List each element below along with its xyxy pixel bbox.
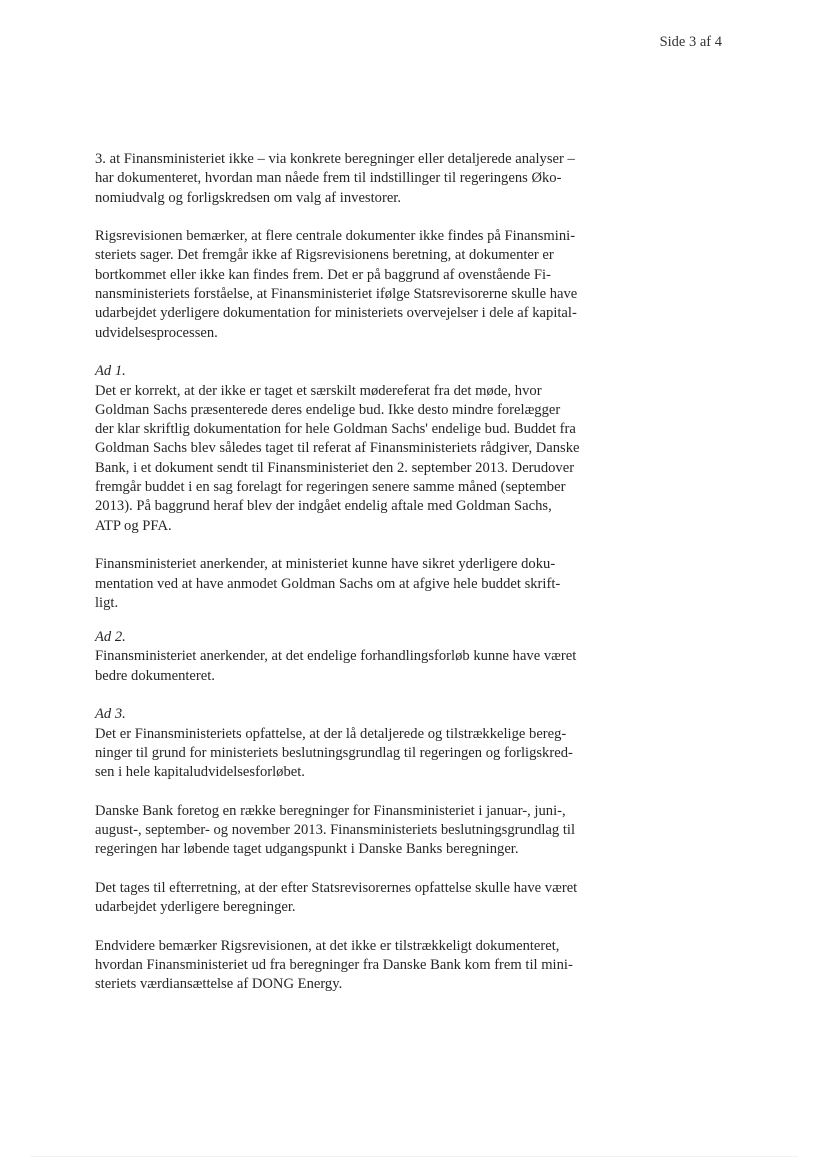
text-line: der klar skriftlig dokumentation for hele Goldman Sachs' endelige bud. Buddet fra xyxy=(95,421,576,438)
paragraph-rigsrevisionen-remark xyxy=(95,227,635,343)
text-line: mentation ved at have anmodet Goldman Sachs om at afgive hele buddet skrift- xyxy=(95,575,561,592)
text-line: sen i hele kapitaludvidelsesforløbet. xyxy=(95,764,305,781)
page-bottom-edge xyxy=(30,1156,798,1157)
section-ad-2 xyxy=(95,628,635,686)
text-line: Finansministeriet anerkender, at det endelige forhandlingsforløb kunne have været xyxy=(95,648,577,665)
text-line: august-, september- og november 2013. Finansministeriets beslutningsgrundlag til xyxy=(95,822,576,839)
text-line: ninger til grund for ministeriets beslutningsgrundlag til regeringen og forligskred- xyxy=(95,744,573,761)
section-heading: Ad 3. xyxy=(95,706,126,723)
paragraph-valuation xyxy=(95,937,635,995)
text-line: Goldman Sachs blev således taget til referat af Finansministeriets rådgiver, Danske xyxy=(95,440,580,457)
text-line: Finansministeriet anerkender, at ministeriet kunne have sikret yderligere doku- xyxy=(95,556,556,573)
text-line: nomiudvalg og forligskredsen om valg af investorer. xyxy=(95,189,401,206)
text-line: 3. at Finansministeriet ikke – via konkrete beregninger eller detaljerede analyser – xyxy=(95,151,575,167)
section-ad-1 xyxy=(95,362,635,536)
page-number: Side 3 af 4 xyxy=(659,34,722,50)
text-line: hvordan Finansministeriet ud fra beregninger fra Danske Bank kom frem til mini- xyxy=(95,957,573,974)
text-line: bedre dokumenteret. xyxy=(95,667,215,684)
text-line: Det er korrekt, at der ikke er taget et særskilt mødereferat fra det møde, hvor xyxy=(95,382,542,399)
text-line: 2013). På baggrund heraf blev der indgået endelig aftale med Goldman Sachs, xyxy=(95,498,552,515)
text-line: Rigsrevisionen bemærker, at flere centrale dokumenter ikke findes på Finansmini- xyxy=(95,228,576,245)
text-line: nansministeriets forståelse, at Finansministeriet ifølge Statsrevisorerne skulle have xyxy=(95,286,578,303)
text-line: ligt. xyxy=(95,594,119,611)
text-line: Det tages til efterretning, at der efter Statsrevisorernes opfattelse skulle have været xyxy=(95,879,578,896)
text-line: udarbejdet yderligere dokumentation for ministeriets overvejelser i dele af kapital- xyxy=(95,305,577,322)
text-line: Det er Finansministeriets opfattelse, at der lå detaljerede og tilstrækkelige bereg- xyxy=(95,725,567,742)
text-line: fremgår buddet i en sag forelagt for regeringen senere samme måned (september xyxy=(95,479,566,496)
paragraph-danske-bank-calculations xyxy=(95,802,635,860)
text-line: bortkommet eller ikke kan findes frem. Det er på baggrund af ovenstående Fi- xyxy=(95,266,551,283)
text-line: steriets sager. Det fremgår ikke af Rigsrevisionens beretning, at dokumenter er xyxy=(95,247,554,264)
text-line: Bank, i et dokument sendt til Finansministeriet den 2. september 2013. Derudover xyxy=(95,459,575,476)
paragraph-noted xyxy=(95,879,635,918)
section-heading: Ad 1. xyxy=(95,363,126,380)
paragraph-point-3 xyxy=(95,150,635,208)
text-line: udarbejdet yderligere beregninger. xyxy=(95,899,296,916)
text-line: regeringen har løbende taget udgangspunkt i Danske Banks beregninger. xyxy=(95,841,519,858)
text-line: udvidelsesprocessen. xyxy=(95,324,218,341)
section-ad-3 xyxy=(95,705,635,782)
text-line: steriets værdiansættelse af DONG Energy. xyxy=(95,976,343,993)
paragraph-acknowledgement-bid xyxy=(95,555,635,613)
text-line: Danske Bank foretog en række beregninger for Finansministeriet i januar-, juni-, xyxy=(95,802,566,819)
section-heading: Ad 2. xyxy=(95,629,126,646)
letter-body xyxy=(95,150,635,1014)
text-line: Endvidere bemærker Rigsrevisionen, at det ikke er tilstrækkeligt dokumenteret, xyxy=(95,937,560,954)
text-line: Goldman Sachs præsenterede deres endelige bud. Ikke desto mindre forelægger xyxy=(95,401,561,418)
text-line: ATP og PFA. xyxy=(95,517,172,534)
text-line: har dokumenteret, hvordan man nåede frem til indstillinger til regeringens Øko- xyxy=(95,170,562,187)
